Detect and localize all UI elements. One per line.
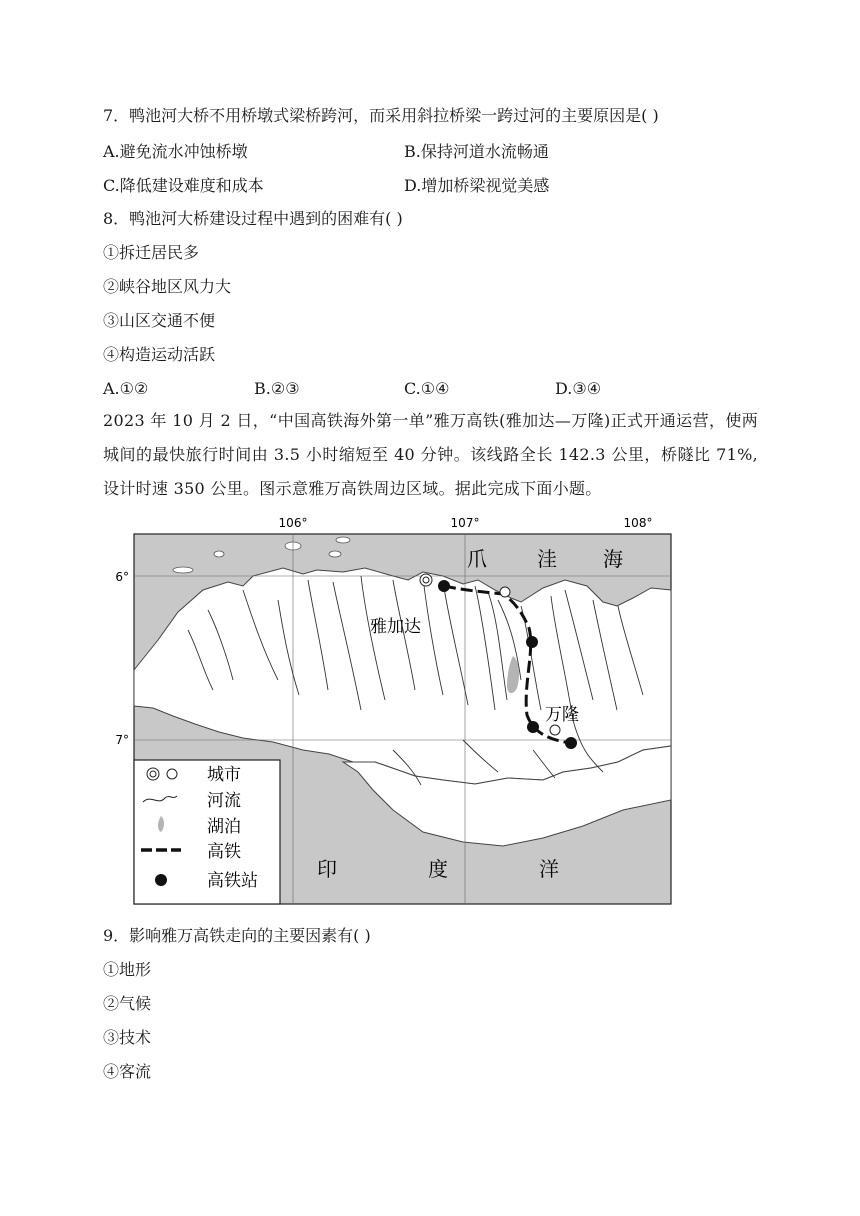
q8-item-3: ③山区交通不便 xyxy=(103,311,216,330)
bandung-city-icon xyxy=(550,725,560,735)
station-karawang xyxy=(526,636,538,648)
legend-railway-label: 高铁 xyxy=(207,842,241,862)
legend-lake-label: 湖泊 xyxy=(207,817,241,837)
q7-option-b: B.保持河道水流畅通 xyxy=(404,142,549,161)
lon-label-107: 107° xyxy=(450,516,480,530)
island xyxy=(336,537,350,543)
q9-item-3: ③技术 xyxy=(103,1028,152,1047)
sea-south-char-3: 洋 xyxy=(539,857,559,881)
q7-option-a: A.避免流水冲蚀桥墩 xyxy=(103,142,248,161)
q7-option-d: D.增加桥梁视觉美感 xyxy=(404,176,550,195)
jakarta-label: 雅加达 xyxy=(370,617,421,637)
q8-option-b: B.②③ xyxy=(254,379,300,398)
sea-north-char-3: 海 xyxy=(603,547,623,571)
legend-city-label: 城市 xyxy=(207,765,241,785)
lat-label-7: 7° xyxy=(115,733,129,747)
q8-option-a: A.①② xyxy=(103,379,149,398)
lat-label-6: 6° xyxy=(115,570,129,584)
q8-option-c: C.①④ xyxy=(404,379,450,398)
passage: 2023 年 10 月 2 日，“中国高铁海外第一单”雅万高铁(雅加达—万隆)正式开通运营，使两城间的最快旅行时间由 3.5 小时缩短至 40 分钟。该线路全长 142.3 公里，桥隧比 71%,设计时速 350 公里。图示意雅万高铁周边区域。据此完成下面小题。 xyxy=(103,411,758,498)
q9-item-2: ②气候 xyxy=(103,994,152,1013)
q8-item-4: ④构造运动活跃 xyxy=(103,345,216,364)
q8-item-2: ②峡谷地区风力大 xyxy=(103,277,232,296)
legend-station-label: 高铁站 xyxy=(207,871,258,891)
small-city-icon xyxy=(500,587,510,597)
island xyxy=(173,567,193,573)
sea-north-char-2: 洼 xyxy=(537,547,557,571)
legend-city-icon-2 xyxy=(167,769,177,779)
q7-option-c: C.降低建设难度和成本 xyxy=(103,176,264,195)
lon-label-108: 108° xyxy=(623,516,653,530)
q8-option-d: D.③④ xyxy=(555,379,602,398)
legend-river-label: 河流 xyxy=(207,791,241,811)
station-padalarang xyxy=(527,721,539,733)
bandung-label: 万隆 xyxy=(545,705,579,725)
q7-stem: 7．鸭池河大桥不用桥墩式梁桥跨河，而采用斜拉桥梁一跨过河的主要原因是( ) xyxy=(103,106,659,125)
q9-item-4: ④客流 xyxy=(103,1062,152,1081)
station-jakarta xyxy=(438,580,450,592)
sea-north-char-1: 爪 xyxy=(467,547,487,571)
map-figure xyxy=(103,510,683,908)
island xyxy=(329,551,341,557)
q9-stem: 9．影响雅万高铁走向的主要因素有( ) xyxy=(103,926,371,945)
q8-stem: 8．鸭池河大桥建设过程中遇到的困难有( ) xyxy=(103,209,403,228)
legend-city-icon-inner xyxy=(150,771,156,777)
jakarta-city-inner xyxy=(423,577,429,583)
q9-item-1: ①地形 xyxy=(103,960,152,979)
q8-item-1: ①拆迁居民多 xyxy=(103,243,200,262)
station-tegalluar xyxy=(565,737,577,749)
legend-station-icon xyxy=(155,874,167,886)
island xyxy=(214,551,224,557)
lon-label-106: 106° xyxy=(278,516,308,530)
sea-south-char-2: 度 xyxy=(428,857,448,881)
sea-south-char-1: 印 xyxy=(317,857,337,881)
